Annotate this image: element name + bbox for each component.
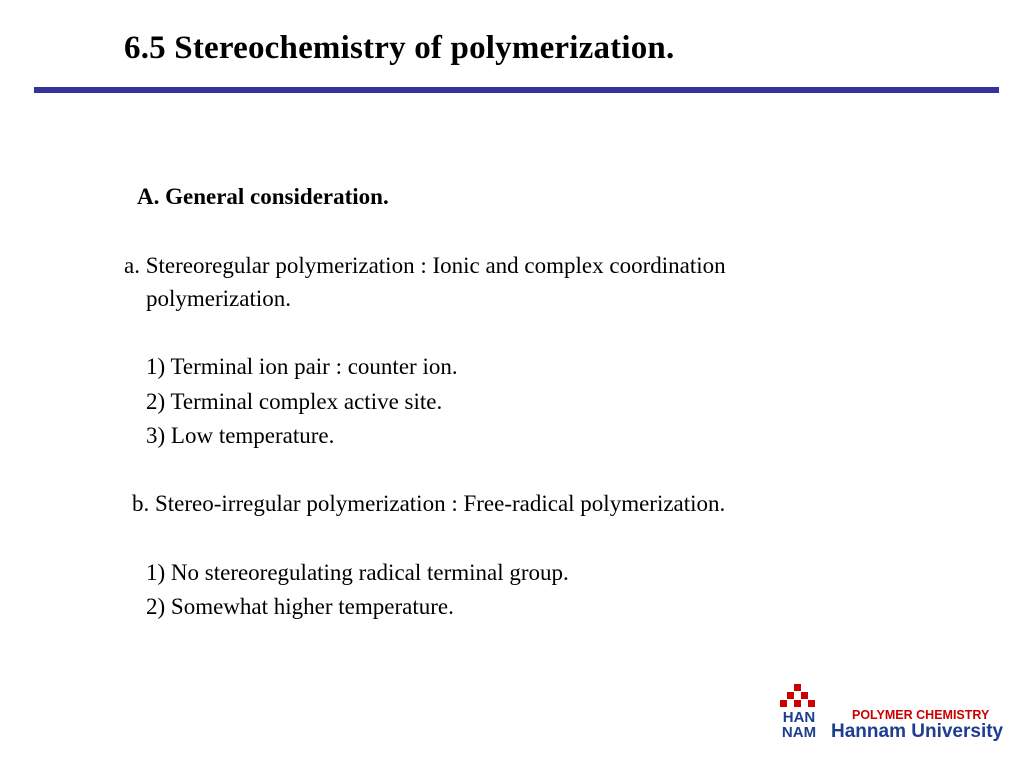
footer-logo bbox=[778, 683, 1008, 743]
list-item: 2) Terminal complex active site. bbox=[146, 389, 443, 414]
logo-mark-nam: NAM bbox=[781, 724, 817, 741]
list-item: 3) Low temperature. bbox=[146, 423, 335, 448]
list-item: 1) Terminal ion pair : counter ion. bbox=[146, 354, 458, 379]
logo-subtitle: POLYMER CHEMISTRY bbox=[852, 708, 990, 722]
list-item: 2) Somewhat higher temperature. bbox=[146, 594, 454, 619]
slide-title: 6.5 Stereochemistry of polymerization. bbox=[124, 30, 675, 66]
item-stereoregular: a. Stereoregular polymerization : Ionic and complex coordination bbox=[124, 253, 726, 278]
university-name: Hannam University bbox=[831, 721, 1004, 742]
title-divider bbox=[34, 87, 999, 93]
item-stereo-irregular: b. Stereo-irregular polymerization : Free-radical polymerization. bbox=[132, 491, 726, 516]
item-stereoregular-continued: polymerization. bbox=[146, 286, 291, 311]
logo-mark-han: HAN bbox=[782, 709, 816, 726]
list-item: 1) No stereoregulating radical terminal group. bbox=[146, 560, 569, 585]
section-heading-general: A. General consideration. bbox=[137, 184, 389, 209]
